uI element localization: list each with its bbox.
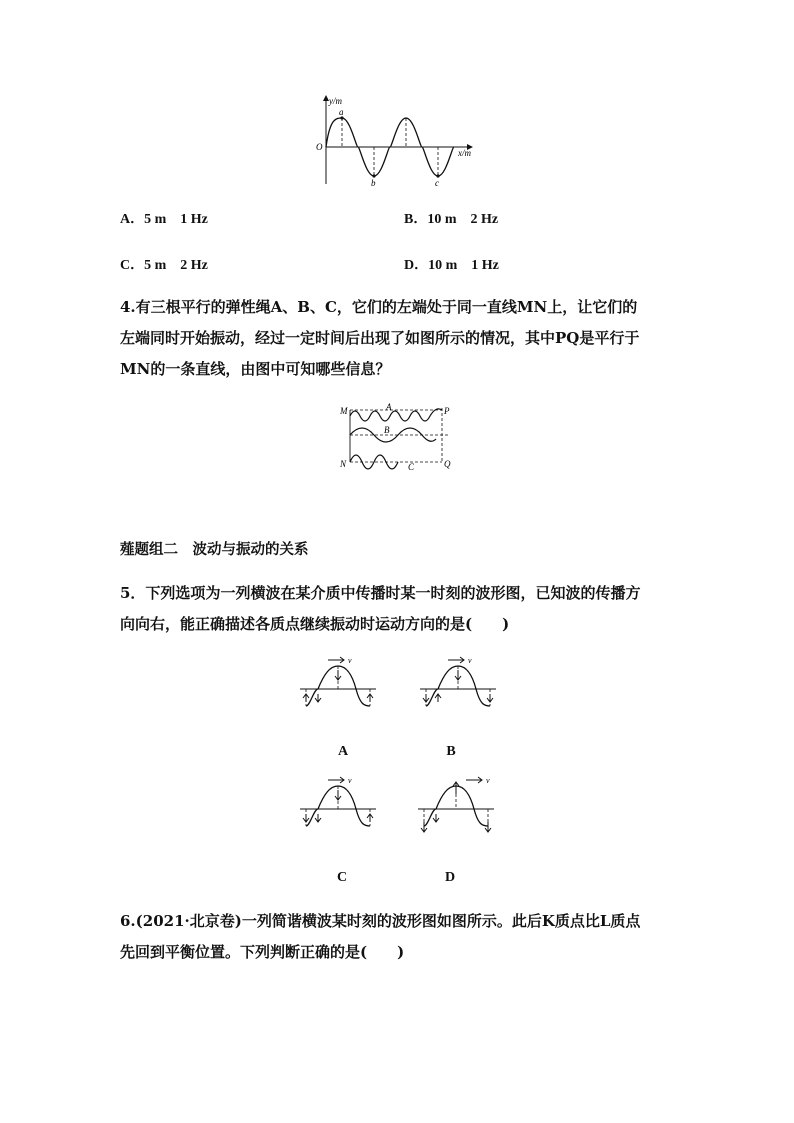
- three-ropes-figure: [338, 400, 458, 475]
- label-rope-a: A: [386, 402, 392, 412]
- q5-figure-a: [298, 654, 378, 724]
- q5-label-d: D: [444, 870, 456, 885]
- y-axis-label: y/m: [329, 96, 342, 106]
- svg-text:v: v: [486, 776, 490, 785]
- option-c-text: 5 m 2 Hz: [144, 258, 208, 273]
- q5-figure-c: [298, 774, 378, 844]
- question-4: [120, 292, 690, 385]
- option-b-text: 10 m 2 Hz: [427, 212, 499, 227]
- q5-label-a: A: [337, 744, 349, 759]
- label-rope-b: B: [384, 425, 390, 435]
- label-rope-c: C: [408, 462, 415, 472]
- question-5: [120, 578, 690, 640]
- svg-text:v: v: [348, 776, 352, 785]
- origin-label: O: [316, 142, 323, 152]
- svg-text:v: v: [468, 656, 472, 665]
- q5-figure-d: [416, 774, 500, 844]
- section-heading: 薤题组二 波动与振动的关系: [120, 541, 309, 558]
- q5-line-2: 向向右，能正确描述各质点继续振动时运动方向的是( ): [120, 615, 510, 633]
- q5-label-c: C: [336, 870, 348, 885]
- wave-graph-figure: [312, 90, 492, 190]
- q5-label-b: B: [446, 744, 456, 759]
- q6-line-2: 先回到平衡位置。下列判断正确的是( ): [120, 943, 405, 961]
- rope-a: [350, 409, 442, 421]
- label-p: P: [444, 406, 450, 416]
- label-n: N: [340, 459, 347, 469]
- option-a-letter: A．: [120, 212, 145, 227]
- svg-text:v: v: [348, 656, 352, 665]
- option-d[interactable]: [404, 254, 499, 274]
- point-c-label: c: [435, 178, 439, 188]
- option-c[interactable]: [120, 254, 208, 274]
- q5-line-1: 5．下列选项为一列横波在某介质中传播时某一时刻的波形图，已知波的传播方: [120, 584, 641, 602]
- option-d-letter: D．: [404, 258, 429, 273]
- label-m: M: [340, 406, 348, 416]
- question-6: [120, 906, 690, 968]
- option-a-text: 5 m 1 Hz: [144, 212, 208, 227]
- label-q: Q: [444, 459, 451, 469]
- option-c-letter: C．: [120, 258, 145, 273]
- option-b-letter: B．: [404, 212, 428, 227]
- q4-line-2: 左端同时开始振动，经过一定时间后出现了如图所示的情况，其中PQ是平行于: [120, 329, 640, 347]
- point-a-label: a: [339, 107, 344, 117]
- q4-line-1: 4.有三根平行的弹性绳A、B、C，它们的左端处于同一直线MN上，让它们的: [120, 298, 638, 316]
- option-b[interactable]: [404, 208, 498, 228]
- option-a[interactable]: [120, 208, 208, 228]
- option-d-text: 10 m 1 Hz: [428, 258, 499, 273]
- q6-line-1: 6.(2021·北京卷)一列简谐横波某时刻的波形图如图所示。此后K质点比L质点: [120, 912, 641, 930]
- q4-line-3: MN的一条直线，由图中可知哪些信息？: [120, 360, 391, 378]
- x-axis-label: x/m: [458, 148, 471, 158]
- point-b-label: b: [371, 178, 376, 188]
- q5-figure-b: [418, 654, 498, 724]
